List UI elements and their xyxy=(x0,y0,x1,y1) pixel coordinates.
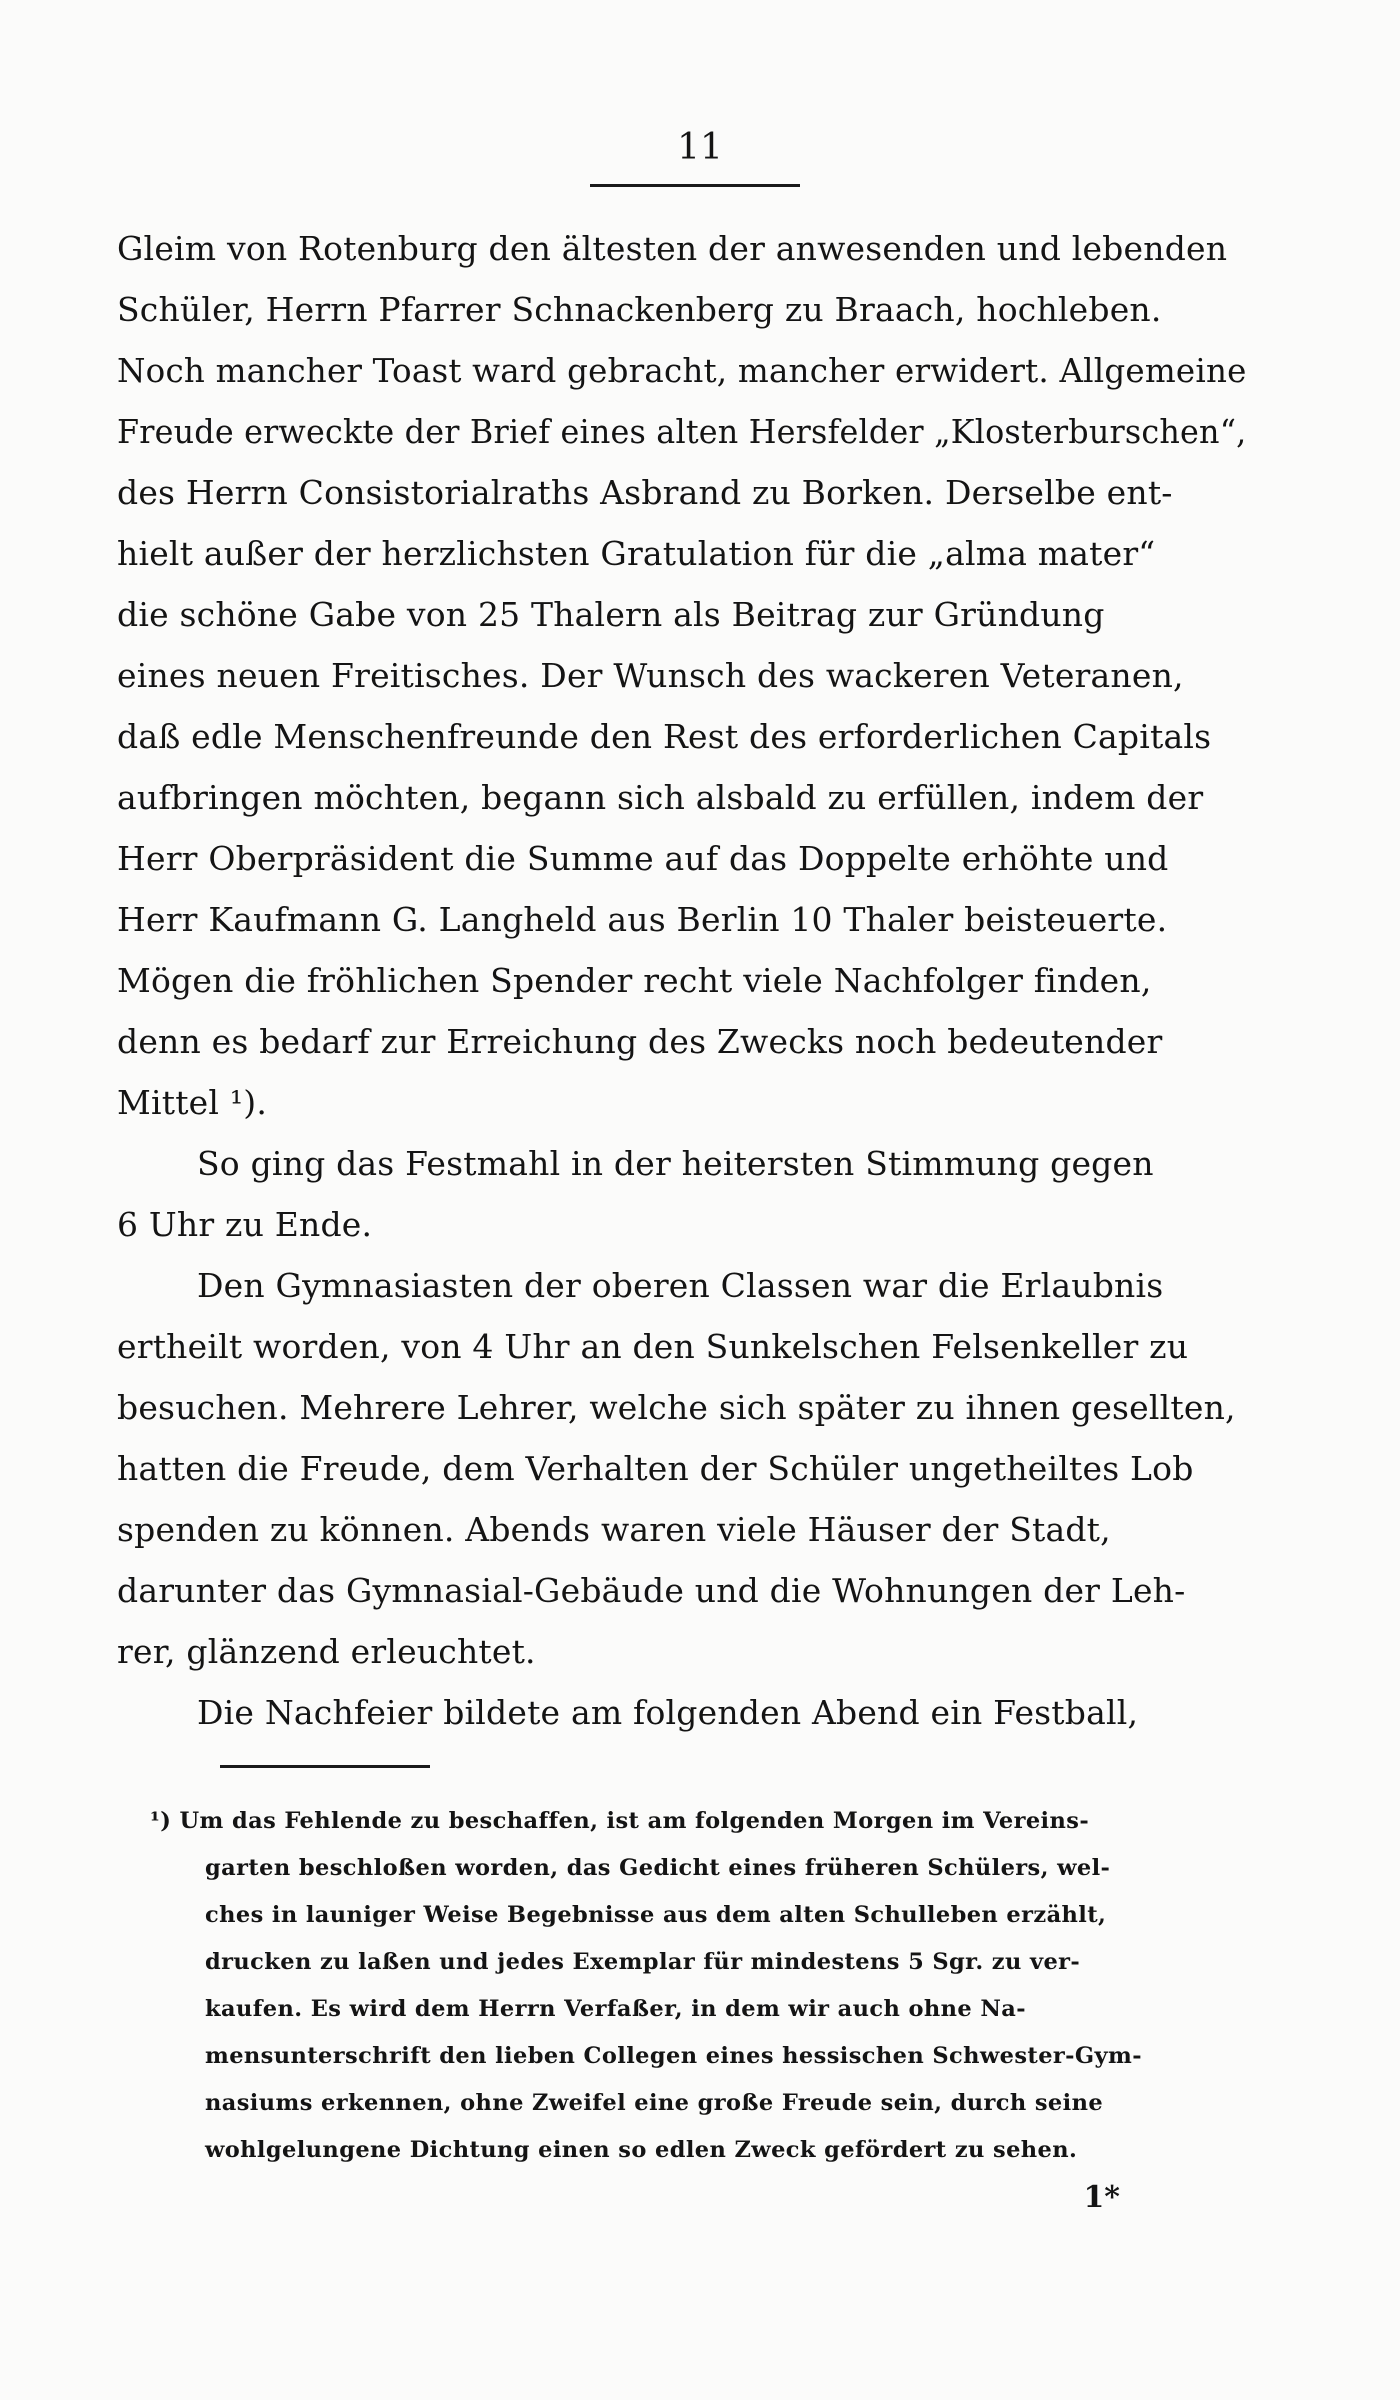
text-line: die schöne Gabe von 25 Thalern als Beitrag zur Gründung xyxy=(117,595,1105,634)
footnote-line: ches in launiger Weise Begebnisse aus dem alten Schulleben erzählt, xyxy=(205,1902,1107,1928)
paragraph-start-line: So ging das Festmahl in der heitersten Stimmung gegen xyxy=(197,1144,1154,1183)
footnote-line: garten beschloßen worden, das Gedicht eines früheren Schülers, wel- xyxy=(205,1855,1111,1881)
text-line: Noch mancher Toast ward gebracht, mancher erwidert. Allgemeine xyxy=(117,351,1247,390)
text-line: spenden zu können. Abends waren viele Häuser der Stadt, xyxy=(117,1510,1111,1549)
text-line: Mittel ¹). xyxy=(117,1083,268,1122)
body-text xyxy=(117,218,1247,1743)
text-line: darunter das Gymnasial-Gebäude und die Wohnungen der Leh- xyxy=(117,1571,1186,1610)
text-line: hielt außer der herzlichsten Gratulation für die „alma mater“ xyxy=(117,534,1156,573)
text-line: Herr Kaufmann G. Langheld aus Berlin 10 Thaler beisteuerte. xyxy=(117,900,1168,939)
footnote-line: mensunterschrift den lieben Collegen eines hessischen Schwester-Gym- xyxy=(205,2043,1142,2069)
footnote-line: wohlgelungene Dichtung einen so edlen Zweck gefördert zu sehen. xyxy=(205,2137,1078,2163)
paragraph-start-line: Den Gymnasiasten der oberen Classen war die Erlaubnis xyxy=(197,1266,1164,1305)
page-number: 11 xyxy=(677,127,723,168)
text-line: besuchen. Mehrere Lehrer, welche sich später zu ihnen gesellten, xyxy=(117,1388,1236,1427)
footnote-line: nasiums erkennen, ohne Zweifel eine große Freude sein, durch seine xyxy=(205,2090,1104,2116)
text-line: Schüler, Herrn Pfarrer Schnackenberg zu Braach, hochleben. xyxy=(117,290,1162,329)
text-line: Herr Oberpräsident die Summe auf das Doppelte erhöhte und xyxy=(117,839,1169,878)
paragraph-start-line: Die Nachfeier bildete am folgenden Abend ein Festball, xyxy=(197,1693,1139,1732)
footnote-line: kaufen. Es wird dem Herrn Verfaßer, in dem wir auch ohne Na- xyxy=(205,1996,1027,2022)
header-rule xyxy=(590,184,800,187)
text-line: denn es bedarf zur Erreichung des Zwecks noch bedeutender xyxy=(117,1022,1163,1061)
text-line: Gleim von Rotenburg den ältesten der anwesenden und lebenden xyxy=(117,229,1228,268)
text-line: hatten die Freude, dem Verhalten der Schüler ungetheiltes Lob xyxy=(117,1449,1194,1488)
footnote xyxy=(150,1798,1250,2174)
footnote-line: drucken zu laßen und jedes Exemplar für mindestens 5 Sgr. zu ver- xyxy=(205,1949,1081,1975)
footnote-line: ¹) Um das Fehlende zu beschaffen, ist am folgenden Morgen im Vereins- xyxy=(150,1808,1090,1834)
text-line: Freude erweckte der Brief eines alten Hersfelder „Klosterburschen“, xyxy=(117,412,1247,451)
text-line: ertheilt worden, von 4 Uhr an den Sunkelschen Felsenkeller zu xyxy=(117,1327,1189,1366)
text-line: rer, glänzend erleuchtet. xyxy=(117,1632,536,1671)
text-line: Mögen die fröhlichen Spender recht viele Nachfolger finden, xyxy=(117,961,1152,1000)
footnote-rule xyxy=(220,1765,430,1768)
text-line: eines neuen Freitisches. Der Wunsch des wackeren Veteranen, xyxy=(117,656,1184,695)
text-line: aufbringen möchten, begann sich alsbald zu erfüllen, indem der xyxy=(117,778,1204,817)
text-line: daß edle Menschenfreunde den Rest des erforderlichen Capitals xyxy=(117,717,1212,756)
text-line: 6 Uhr zu Ende. xyxy=(117,1205,373,1244)
signature-mark: 1* xyxy=(1083,2180,1120,2215)
text-line: des Herrn Consistorialraths Asbrand zu Borken. Derselbe ent- xyxy=(117,473,1173,512)
